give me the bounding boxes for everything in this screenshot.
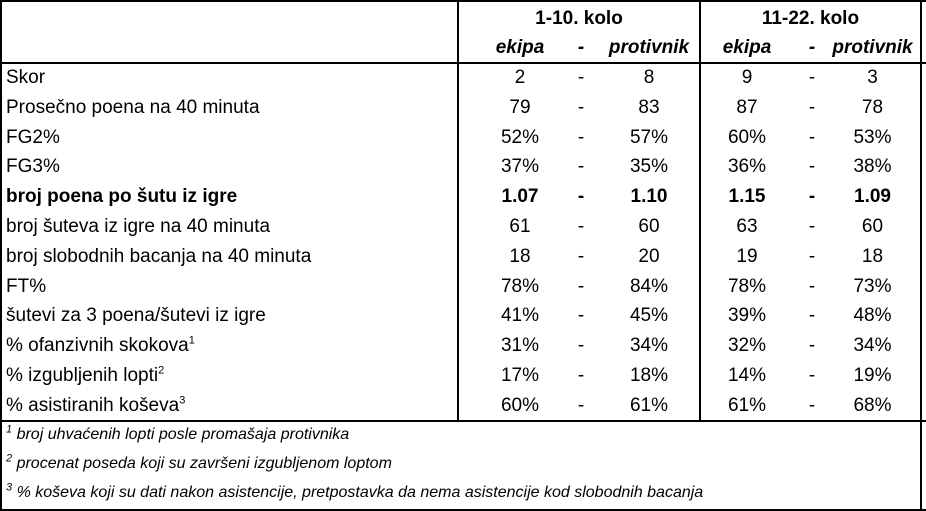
row-label: šutevi za 3 poena/šutevi iz igre: [6, 305, 266, 326]
row-label: broj šuteva iz igre na 40 minuta: [6, 216, 271, 237]
separator-dash: -: [577, 335, 585, 356]
value-p1-opp: 1.10: [630, 186, 668, 207]
separator-dash: -: [577, 246, 585, 267]
separator-dash: -: [808, 365, 816, 386]
top-border: [0, 0, 926, 2]
value-p1-team: 31%: [500, 335, 540, 356]
left-border: [0, 0, 2, 511]
row-label: % izgubljenih lopti$^2$: [6, 364, 165, 386]
period1-header: 1-10. kolo: [535, 8, 623, 29]
separator-dash: -: [577, 365, 585, 386]
value-p2-team: 60%: [727, 127, 767, 148]
label-divider: [457, 0, 459, 421]
value-p1-team: 17%: [500, 365, 540, 386]
value-p1-team: 37%: [500, 156, 540, 177]
value-p2-team: 61%: [727, 395, 767, 416]
footnote-2: $^2$ procenat poseda koji su završeni izgubljenom loptom: [6, 452, 392, 472]
value-p1-opp: 57%: [629, 127, 669, 148]
value-p1-team: 41%: [500, 305, 540, 326]
separator-dash: -: [808, 335, 816, 356]
separator-dash: -: [577, 395, 585, 416]
separator-dash: -: [808, 67, 816, 88]
value-p2-opp: 34%: [853, 335, 892, 356]
value-p2-team: 36%: [727, 156, 767, 177]
separator-dash: -: [577, 216, 585, 237]
value-p1-opp: 20: [638, 246, 660, 267]
value-p1-team: 1.07: [501, 186, 539, 207]
value-p1-opp: 35%: [629, 156, 669, 177]
value-p2-opp: 48%: [853, 305, 892, 326]
row-label: FG2%: [6, 127, 60, 148]
value-p2-team: 78%: [727, 276, 767, 297]
value-p2-team: 87: [736, 97, 758, 118]
value-p2-opp: 53%: [853, 127, 892, 148]
value-p2-opp: 38%: [853, 156, 892, 177]
separator-dash: -: [808, 216, 816, 237]
value-p1-opp: 8: [643, 67, 655, 88]
separator-dash: -: [577, 67, 585, 88]
value-p2-opp: 60: [861, 216, 884, 237]
value-p1-team: 18: [509, 246, 531, 267]
value-p1-opp: 45%: [629, 305, 669, 326]
value-p1-opp: 60: [638, 216, 660, 237]
value-p2-team: 32%: [727, 335, 767, 356]
row-label: % asistiranih koševa$^3$: [6, 394, 186, 416]
separator-dash: -: [577, 127, 585, 148]
row-label: FG3%: [6, 156, 60, 177]
row-label: Skor: [6, 67, 46, 88]
value-p2-team: 63: [736, 216, 758, 237]
value-p1-opp: 61%: [629, 395, 669, 416]
value-p2-team: 19: [736, 246, 758, 267]
value-p2-opp: 73%: [853, 276, 892, 297]
value-p1-team: 52%: [500, 127, 540, 148]
p1-team-header: ekipa: [495, 37, 545, 58]
separator-dash: -: [808, 246, 816, 267]
value-p1-team: 78%: [500, 276, 540, 297]
value-p2-team: 9: [741, 67, 753, 88]
separator-dash: -: [808, 156, 816, 177]
p1-opp-header: protivnik: [608, 37, 690, 58]
value-p2-opp: 19%: [853, 365, 892, 386]
value-p1-team: 61: [509, 216, 531, 237]
value-p2-team: 1.15: [728, 186, 766, 207]
value-p2-team: 14%: [727, 365, 767, 386]
right-border: [920, 0, 922, 511]
separator-dash: -: [577, 305, 585, 326]
p2-opp-header: protivnik: [832, 37, 913, 58]
value-p1-team: 79: [509, 97, 531, 118]
p1-sep-header: -: [577, 37, 585, 58]
row-label: broj slobodnih bacanja na 40 minuta: [6, 246, 312, 267]
row-label: FT%: [6, 276, 47, 297]
p2-sep-header: -: [808, 37, 816, 58]
value-p2-team: 39%: [727, 305, 767, 326]
separator-dash: -: [577, 276, 585, 297]
separator-dash: -: [808, 395, 816, 416]
separator-dash: -: [808, 186, 816, 207]
period2-header: 11-22. kolo: [761, 8, 860, 29]
row-label: % ofanzivnih skokova$^1$: [6, 334, 195, 356]
separator-dash: -: [808, 276, 816, 297]
row-label: Prosečno poena na 40 minuta: [6, 97, 260, 118]
separator-dash: -: [808, 305, 816, 326]
value-p2-opp: 18: [861, 246, 884, 267]
separator-dash: -: [577, 186, 585, 207]
footnote-1: $^1$ broj uhvaćenih lopti posle promašaja protivnika: [6, 423, 350, 443]
value-p1-team: 2: [514, 67, 526, 88]
value-p2-opp: 1.09: [854, 186, 891, 207]
separator-dash: -: [808, 127, 816, 148]
value-p1-opp: 18%: [629, 365, 669, 386]
value-p2-opp: 78: [861, 97, 884, 118]
row-label: broj poena po šutu iz igre: [6, 186, 238, 207]
value-p1-opp: 83: [638, 97, 660, 118]
value-p1-opp: 34%: [629, 335, 669, 356]
separator-dash: -: [577, 97, 585, 118]
value-p2-opp: 3: [867, 67, 878, 88]
footnote-3: $^3$ % koševa koji su dati nakon asistencije, pretpostavka da nema asistencije kod slobodnih bacanja: [6, 481, 704, 501]
separator-dash: -: [577, 156, 585, 177]
p2-team-header: ekipa: [722, 37, 772, 58]
value-p2-opp: 68%: [853, 395, 892, 416]
value-p1-team: 60%: [500, 395, 540, 416]
separator-dash: -: [808, 97, 816, 118]
value-p1-opp: 84%: [629, 276, 669, 297]
